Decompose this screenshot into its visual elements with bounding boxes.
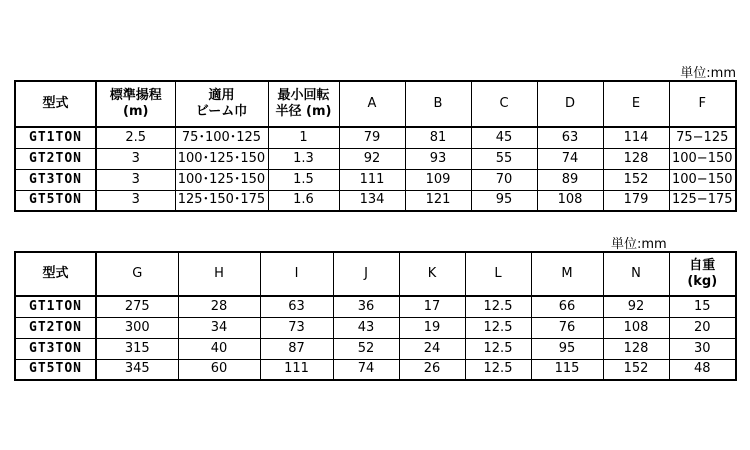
value-cell: 12.5: [465, 359, 531, 380]
value-cell: 60: [178, 359, 260, 380]
header-model: [15, 252, 96, 296]
value-cell: 2.5: [96, 127, 175, 148]
value-cell: 73: [260, 317, 333, 338]
value-cell: 95: [531, 338, 603, 359]
value-cell: 1: [268, 127, 339, 148]
header-text: J: [364, 266, 368, 281]
value-cell: 55: [471, 148, 537, 169]
value-cell: 15: [669, 296, 736, 317]
value-cell: 75･100･125: [175, 127, 268, 148]
value-cell: 100−150: [669, 148, 736, 169]
value-cell: 111: [339, 169, 405, 190]
value-cell: 275: [96, 296, 178, 317]
value-cell: 134: [339, 190, 405, 211]
value-cell: 12.5: [465, 317, 531, 338]
header-text: 自重: [689, 258, 716, 273]
value-cell: 1.3: [268, 148, 339, 169]
value-cell: 100−150: [669, 169, 736, 190]
value-cell: 1.5: [268, 169, 339, 190]
model-cell: GT3TON: [15, 338, 96, 359]
header-text: L: [494, 266, 502, 281]
value-cell: 74: [537, 148, 603, 169]
header-text: K: [427, 266, 437, 281]
value-cell: 100･125･150: [175, 169, 268, 190]
header-text: M: [561, 266, 573, 281]
value-cell: 81: [405, 127, 471, 148]
header-cell: [669, 252, 736, 296]
value-cell: 66: [531, 296, 603, 317]
spec-table-dimensions-a-f: [14, 80, 737, 212]
header-cell: [333, 252, 399, 296]
value-cell: 92: [603, 296, 669, 317]
value-cell: 152: [603, 359, 669, 380]
table-row: [15, 127, 736, 148]
header-row: [15, 81, 736, 127]
value-cell: 125･150･175: [175, 190, 268, 211]
model-cell: GT5TON: [15, 359, 96, 380]
header-cell: [339, 81, 405, 127]
header-text: A: [367, 96, 377, 111]
table-row: [15, 296, 736, 317]
table-row: [15, 317, 736, 338]
header-cell: [260, 252, 333, 296]
model-cell: GT2TON: [15, 317, 96, 338]
value-cell: 93: [405, 148, 471, 169]
value-cell: 3: [96, 190, 175, 211]
value-cell: 26: [399, 359, 465, 380]
value-cell: 34: [178, 317, 260, 338]
value-cell: 28: [178, 296, 260, 317]
header-model: [15, 81, 96, 127]
value-cell: 63: [537, 127, 603, 148]
header-text: 型式: [42, 96, 69, 111]
header-cell: [465, 252, 531, 296]
header-text: 型式: [42, 266, 69, 281]
header-text: H: [214, 266, 224, 281]
value-cell: 12.5: [465, 338, 531, 359]
value-cell: 36: [333, 296, 399, 317]
model-cell: GT1TON: [15, 127, 96, 148]
unit-label-table2: 単位:mm: [611, 237, 667, 252]
header-text: 適用: [208, 88, 235, 103]
value-cell: 3: [96, 169, 175, 190]
value-cell: 75−125: [669, 127, 736, 148]
table-row: [15, 190, 736, 211]
value-cell: 1.6: [268, 190, 339, 211]
value-cell: 109: [405, 169, 471, 190]
value-cell: 111: [260, 359, 333, 380]
header-text: B: [433, 96, 443, 111]
value-cell: 89: [537, 169, 603, 190]
table-row: [15, 338, 736, 359]
value-cell: 40: [178, 338, 260, 359]
header-row: [15, 252, 736, 296]
value-cell: 76: [531, 317, 603, 338]
table-row: [15, 169, 736, 190]
value-cell: 17: [399, 296, 465, 317]
header-text: (kg): [687, 274, 718, 289]
value-cell: 115: [531, 359, 603, 380]
value-cell: 12.5: [465, 296, 531, 317]
value-cell: 79: [339, 127, 405, 148]
header-text: G: [132, 266, 143, 281]
value-cell: 128: [603, 148, 669, 169]
value-cell: 121: [405, 190, 471, 211]
value-cell: 30: [669, 338, 736, 359]
header-text: I: [294, 266, 299, 281]
header-text: 半径 (m): [275, 104, 332, 119]
value-cell: 300: [96, 317, 178, 338]
value-cell: 125−175: [669, 190, 736, 211]
header-text: D: [564, 96, 575, 111]
value-cell: 48: [669, 359, 736, 380]
header-text: F: [698, 96, 706, 111]
header-cell: [178, 252, 260, 296]
table-row: [15, 148, 736, 169]
value-cell: 45: [471, 127, 537, 148]
value-cell: 345: [96, 359, 178, 380]
value-cell: 108: [603, 317, 669, 338]
value-cell: 128: [603, 338, 669, 359]
value-cell: 20: [669, 317, 736, 338]
header-cell: [175, 81, 268, 127]
header-cell: [96, 252, 178, 296]
header-cell: [399, 252, 465, 296]
header-text: (m): [123, 104, 149, 119]
value-cell: 152: [603, 169, 669, 190]
model-cell: GT1TON: [15, 296, 96, 317]
value-cell: 108: [537, 190, 603, 211]
model-cell: GT3TON: [15, 169, 96, 190]
header-cell: [531, 252, 603, 296]
value-cell: 100･125･150: [175, 148, 268, 169]
value-cell: 43: [333, 317, 399, 338]
value-cell: 74: [333, 359, 399, 380]
value-cell: 315: [96, 338, 178, 359]
value-cell: 3: [96, 148, 175, 169]
value-cell: 24: [399, 338, 465, 359]
model-cell: GT2TON: [15, 148, 96, 169]
header-cell: [537, 81, 603, 127]
header-text: N: [631, 266, 641, 281]
spec-table-dimensions-g-n: [14, 251, 737, 381]
value-cell: 63: [260, 296, 333, 317]
header-text: C: [499, 96, 509, 111]
header-cell: [96, 81, 175, 127]
value-cell: 92: [339, 148, 405, 169]
unit-label-table1: 単位:mm: [680, 66, 736, 81]
model-cell: GT5TON: [15, 190, 96, 211]
header-cell: [669, 81, 736, 127]
value-cell: 19: [399, 317, 465, 338]
header-cell: [603, 81, 669, 127]
value-cell: 114: [603, 127, 669, 148]
value-cell: 179: [603, 190, 669, 211]
value-cell: 95: [471, 190, 537, 211]
table-row: [15, 359, 736, 380]
header-text: E: [631, 96, 641, 111]
value-cell: 87: [260, 338, 333, 359]
header-text: 標準揚程: [109, 88, 162, 103]
header-cell: [471, 81, 537, 127]
header-cell: [405, 81, 471, 127]
header-cell: [603, 252, 669, 296]
value-cell: 70: [471, 169, 537, 190]
value-cell: 52: [333, 338, 399, 359]
header-cell: [268, 81, 339, 127]
header-text: 最小回転: [277, 88, 330, 103]
header-text: ビーム巾: [195, 104, 248, 119]
